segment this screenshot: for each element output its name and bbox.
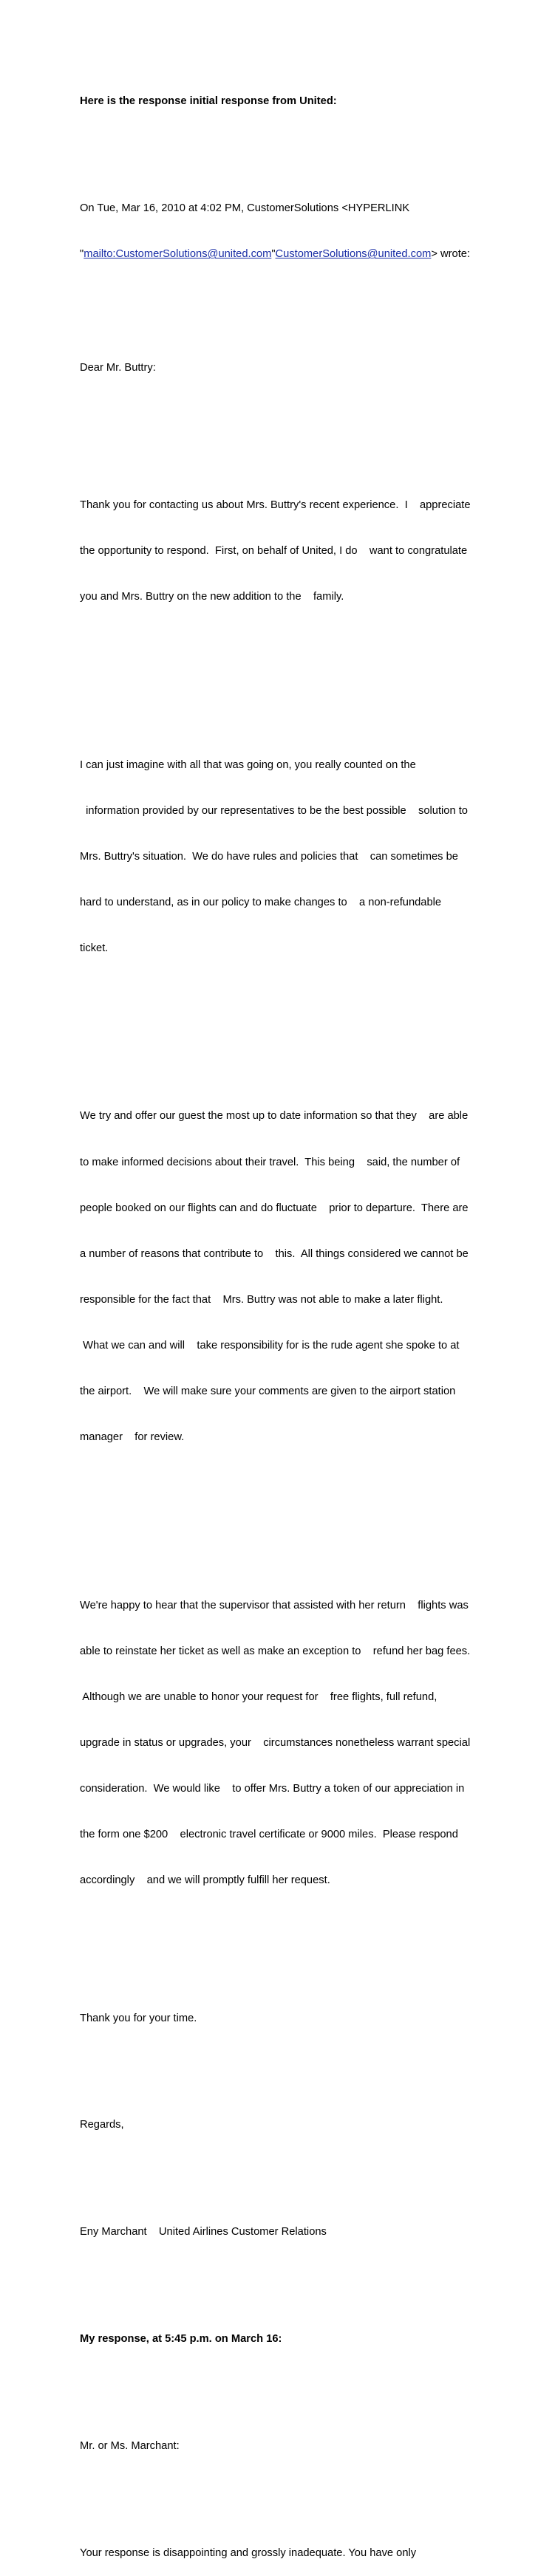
paragraph-line: I can just imagine with all that was going on, you really counted on the — [80, 758, 416, 771]
paragraph-line: to make informed decisions about their travel. This being said, the number of — [80, 1156, 460, 1168]
response-heading: My response, at 5:45 p.m. on March 16: — [80, 2332, 282, 2345]
paragraph-2 — [80, 727, 535, 987]
document-page — [80, 64, 535, 2576]
paragraph-line: you and Mrs. Buttry on the new addition to the family. — [80, 590, 344, 603]
email-header-line-1: On Tue, Mar 16, 2010 at 4:02 PM, CustomerSolutions <HYPERLINK — [80, 202, 410, 215]
paragraph-line: the airport. We will make sure your comments are given to the airport station — [80, 1385, 456, 1398]
paragraph-line: hard to understand, as in our policy to make changes to a non-refundable — [80, 896, 442, 908]
response-first-line: Your response is disappointing and grossly inadequate. You have only — [80, 2546, 417, 2559]
quote-close: " — [271, 248, 276, 261]
paragraph-line: information provided by our representatives to be the best possible solution to — [80, 804, 468, 817]
paragraph-line: ticket. — [80, 942, 109, 954]
paragraph-line: upgrade in status or upgrades, your circumstances nonetheless warrant special — [80, 1737, 471, 1750]
response-salutation: Mr. or Ms. Marchant: — [80, 2439, 180, 2452]
paragraph-line: What we can and will take responsibility for is the rude agent she spoke to at — [80, 1339, 460, 1352]
paragraph-line: Mrs. Buttry's situation. We do have rules and policies that can sometimes be — [80, 850, 458, 863]
paragraph-line: the opportunity to respond. First, on behalf of United, I do want to congratulate — [80, 544, 468, 557]
paragraph-line: the form one $200 electronic travel certificate or 9000 miles. Please respond — [80, 1829, 458, 1841]
paragraph-line: accordingly and we will promptly fulfill her request. — [80, 1874, 330, 1887]
header-suffix: > wrote: — [431, 248, 471, 261]
salutation: Dear Mr. Buttry: — [80, 361, 156, 374]
paragraph-line: We're happy to hear that the supervisor that assisted with her return flights was — [80, 1599, 469, 1611]
paragraph-line: able to reinstate her ticket as well as make an exception to refund her bag fees. — [80, 1645, 471, 1657]
paragraph-line: Thank you for contacting us about Mrs. Buttry's recent experience. I appreciate — [80, 499, 471, 511]
thanks-line: Thank you for your time. — [80, 2012, 197, 2024]
paragraph-line: a number of reasons that contribute to this. All things considered we cannot be — [80, 1247, 469, 1260]
paragraph-4 — [80, 1567, 535, 1919]
paragraph-3 — [80, 1078, 535, 1476]
email-header-line-2 — [80, 247, 535, 262]
paragraph-line: We try and offer our guest the most up to date information so that they are able — [80, 1110, 469, 1123]
paragraph-1 — [80, 467, 535, 635]
paragraph-line: manager for review. — [80, 1431, 185, 1444]
quote-open: " — [80, 248, 84, 261]
email-link[interactable]: CustomerSolutions@united.com — [275, 248, 432, 261]
intro-heading: Here is the response initial response from United: — [80, 95, 337, 108]
signature-line: Eny Marchant United Airlines Customer Relations — [80, 2226, 327, 2238]
paragraph-line: responsible for the fact that Mrs. Buttry was not able to make a later flight. — [80, 1293, 443, 1306]
paragraph-line: consideration. We would like to offer Mrs. Buttry a token of our appreciation in — [80, 1783, 465, 1795]
mailto-link[interactable]: mailto:CustomerSolutions@united.com — [84, 248, 272, 261]
paragraph-line: people booked on our flights can and do fluctuate prior to departure. There are — [80, 1202, 469, 1214]
paragraph-line: Although we are unable to honor your request for free flights, full refund, — [80, 1690, 437, 1703]
regards-line: Regards, — [80, 2119, 124, 2131]
